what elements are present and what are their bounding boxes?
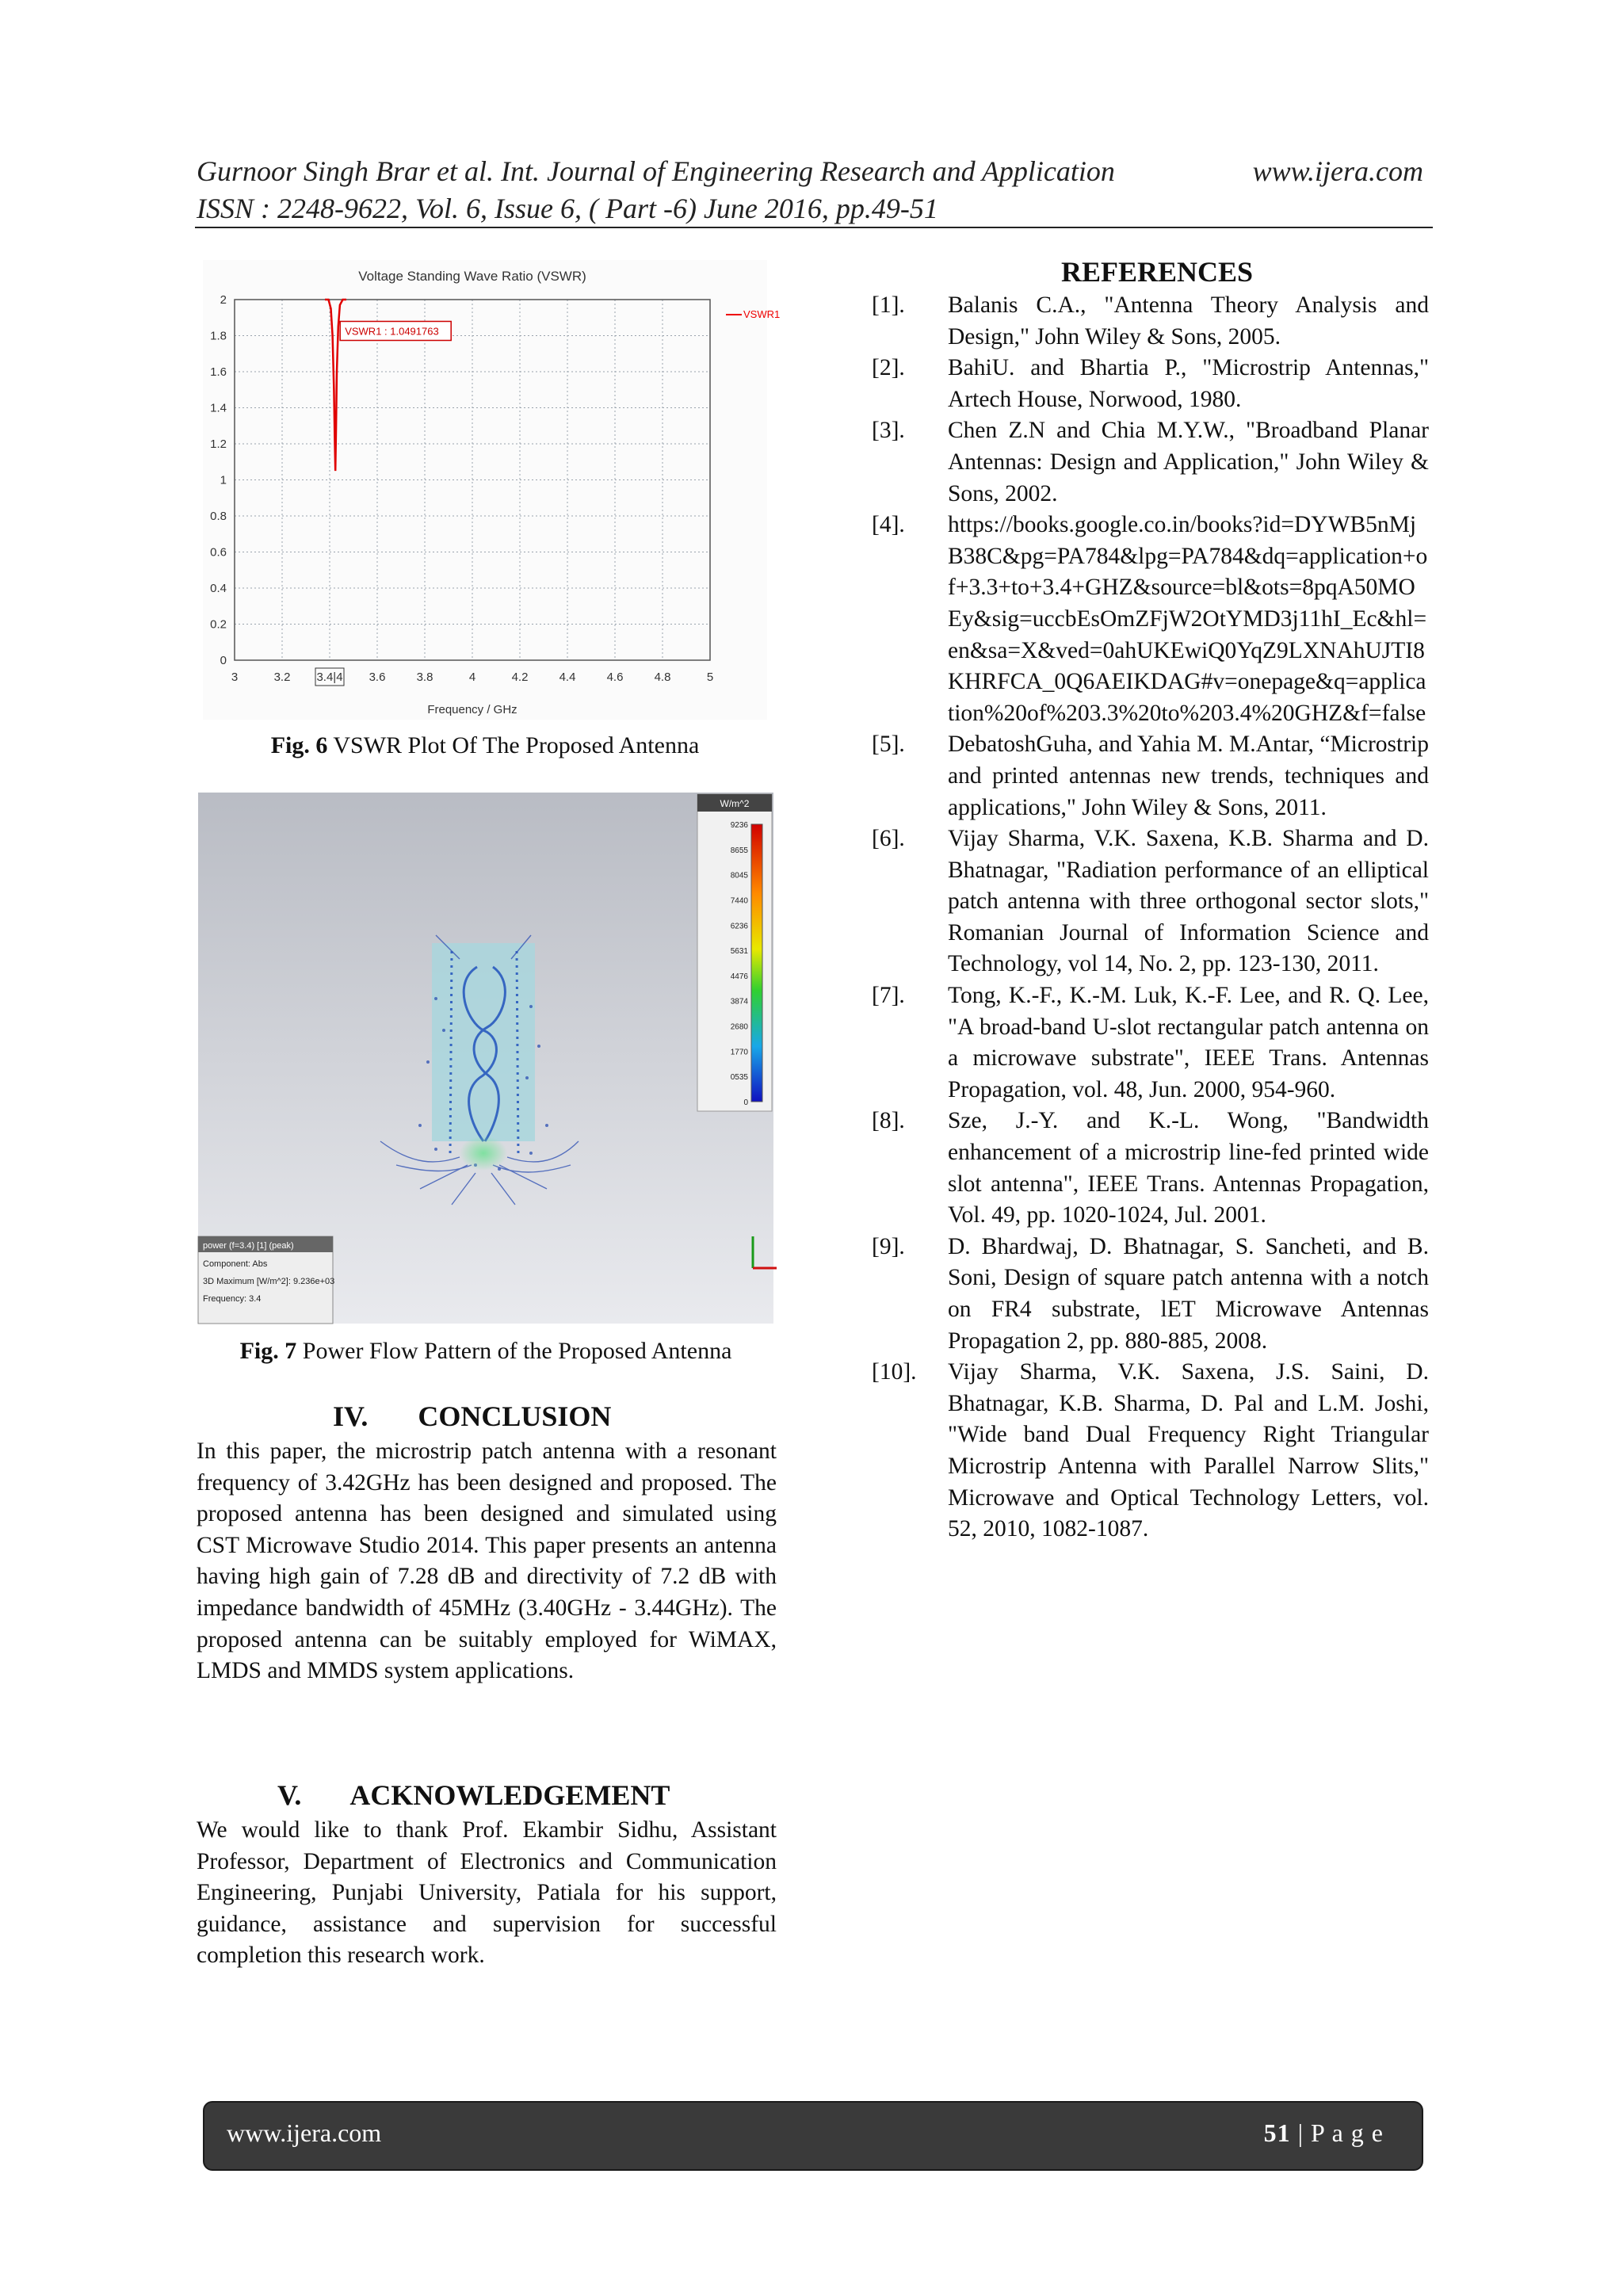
legend-entry-vswr1: VSWR1: [743, 308, 781, 320]
page-footer: [204, 2103, 1422, 2169]
colorbar-tick-label: 5631: [730, 947, 748, 957]
colorbar-tick-label: 0: [743, 1098, 748, 1107]
colorbar-tick-label: 2680: [730, 1022, 748, 1032]
colorbar-unit: W/m^2: [720, 798, 750, 809]
references-list: [872, 290, 1429, 1545]
references-heading: REFERENCES: [1060, 256, 1254, 288]
fig7-caption-text: Power Flow Pattern of the Proposed Antenna: [296, 1338, 732, 1364]
running-header-url[interactable]: www.ijera.com: [1252, 155, 1423, 187]
x-tick-label: 4.2: [511, 670, 529, 684]
vswr-chart-svg: [203, 260, 781, 720]
colorbar-tick-label: 4476: [730, 972, 748, 981]
chart-title: Voltage Standing Wave Ratio (VSWR): [358, 269, 586, 284]
x-tick-label: 4: [468, 670, 476, 684]
power-flow-image: [198, 793, 773, 1324]
y-tick-label: 0.4: [210, 582, 227, 595]
y-tick-label: 0.6: [210, 545, 227, 560]
reference-text: Chen Z.N and Chia M.Y.W., "Broadband Planar Antennas: Design and Application," John Wiley & Sons, 2002.: [948, 418, 1429, 506]
y-tick-label: 1.4: [210, 401, 227, 415]
colorbar-tick-label: 7440: [730, 896, 748, 906]
colorbar-tick-label: 8045: [730, 871, 748, 881]
colorbar-tick-label: 0535: [730, 1073, 748, 1083]
reference-text: Sze, J.-Y. and K.-L. Wong, "Bandwidth enhancement of a microstrip line-fed printed wide slot antenna", IEEE Trans. Antennas Propagation, Vol. 49, pp. 1020-1024, Jul. 2001.: [948, 1108, 1429, 1228]
reference-number: [4].: [872, 512, 905, 538]
reference-text: DebatoshGuha, and Yahia M. M.Antar, “Microstrip and printed antennas new trends, techniques and applications," John Wiley & Sons, 2011.: [948, 732, 1429, 820]
colorbar-tick-label: 1770: [730, 1048, 748, 1057]
x-tick-label: 3: [231, 670, 239, 684]
reference-number: [5].: [872, 732, 905, 758]
y-tick-label: 1.2: [210, 437, 227, 451]
reference-item: [872, 353, 1429, 415]
y-tick-label: 1.6: [210, 365, 227, 379]
reference-item: [872, 980, 1429, 1106]
reference-text: Tong, K.-F., K.-M. Luk, K.-F. Lee, and R. Q. Lee, "A broad-band U-slot rectangular patch antenna on a microwave substrate", IEEE Trans. Antennas Propagation, vol. 48, Jun. 2000, 954-960.: [948, 983, 1429, 1102]
colorbar-tick-label: 8655: [730, 846, 748, 855]
reference-number: [3].: [872, 418, 905, 444]
acknowledgement-body: We would like to thank Prof. Ekambir Sidhu, Assistant Professor, Department of Electronics and Communication Engineering, Punjabi University, Patiala for his support, guidance, assistance and supervision for successful completion this research work.: [197, 1817, 777, 1969]
conclusion-heading: [333, 1400, 611, 1433]
fig6-caption: [203, 732, 767, 759]
reference-number: [2].: [872, 355, 905, 381]
x-tick-label: 3.2: [273, 670, 291, 684]
reference-number: [7].: [872, 983, 905, 1009]
footer-url[interactable]: www.ijera.com: [227, 2118, 382, 2147]
running-header-citation: Gurnoor Singh Brar et al. Int. Journal of Engineering Research and Application: [197, 155, 1115, 187]
colorbar-tick-label: 9236: [730, 821, 748, 830]
reference-item: [872, 415, 1429, 510]
x-tick-label: 4.8: [654, 670, 671, 684]
page-label: | P a g e: [1290, 2118, 1384, 2147]
y-tick-label: 1.8: [210, 329, 227, 343]
reference-item: [872, 290, 1429, 353]
y-tick-label: 0: [220, 654, 227, 667]
reference-text: D. Bhardwaj, D. Bhatnagar, S. Sancheti, and B. Soni, Design of square patch antenna with a notch on FR4 substrate, lET Microwave Antennas Propagation 2, pp. 880-885, 2008.: [948, 1233, 1429, 1354]
colorbar-tick-label: 6236: [730, 922, 748, 931]
reference-number: [8].: [872, 1108, 905, 1134]
fig6-caption-text: VSWR Plot Of The Proposed Antenna: [327, 732, 700, 758]
x-tick-label: 4.4: [559, 670, 576, 684]
chart-marker-box: [340, 322, 451, 341]
chart-ticks: [210, 293, 713, 686]
y-tick-label: 0.2: [210, 617, 227, 632]
chart-legend: [726, 308, 780, 320]
reference-number: [1].: [872, 292, 905, 318]
reference-item: [872, 1106, 1429, 1231]
y-tick-label: 0.8: [210, 510, 227, 523]
reference-number: [9].: [872, 1233, 905, 1259]
footer-page-number: [1264, 2118, 1384, 2148]
info-line-4: Frequency: 3.4: [203, 1294, 262, 1304]
y-tick-label: 2: [220, 293, 227, 307]
vswr-chart: [203, 260, 781, 720]
conclusion-heading-text: IV. CONCLUSION: [333, 1400, 612, 1432]
fig6-label: Fig. 6: [270, 732, 328, 758]
x-tick-label: 3.8: [416, 670, 433, 684]
acknowledgement-heading-text: V. ACKNOWLEDGEMENT: [277, 1779, 670, 1811]
reference-text[interactable]: https://books.google.co.in/books?id=DYWB5nMjB38C&pg=PA784&lpg=PA784&dq=application+of+3.3+to+3.4+GHZ&source=bl&ots=8pqA50MOEy&sig=uccbEsOmZFjW2OtYMD3j11hI_Ec&hl=en&sa=X&ved=0ahUKEwiQ0YqZ9LXNAhUJTI8KHRFCA_0Q6AEIKDAG#v=onepage&q=application%20of%203.3%20to%203.4%20GHZ&f=false: [948, 512, 1428, 726]
power-flow-figure: [198, 793, 773, 1324]
y-tick-label: 1: [220, 473, 227, 487]
x-tick-label: 4.6: [606, 670, 624, 684]
page-number: 51: [1263, 2118, 1291, 2147]
info-line-1: power (f=3.4) [1] (peak): [203, 1241, 294, 1251]
reference-text: Balanis C.A., "Antenna Theory Analysis and Design," John Wiley & Sons, 2005.: [948, 292, 1429, 350]
fig7-caption: [198, 1338, 773, 1365]
reference-item: [872, 823, 1429, 980]
reference-text: BahiU. and Bhartia P., "Microstrip Antennas," Artech House, Norwood, 1980.: [948, 355, 1429, 412]
reference-text: Vijay Sharma, V.K. Saxena, J.S. Saini, D. Bhatnagar, K.B. Sharma, D. Pal and L.M. Joshi, "Wide band Dual Frequency Right Triangular Microstrip Antenna with Parallel Narrow Slits," Microwave and Optical Technology Letters, vol. 52, 2010, 1082-1087.: [948, 1359, 1429, 1542]
reference-text: Vijay Sharma, V.K. Saxena, K.B. Sharma and D. Bhatnagar, "Radiation performance of an elliptical patch antenna with three orthogonal sector slots," Romanian Journal of Information Science and Technology, vol 14, No. 2, pp. 123-130, 2011.: [948, 826, 1429, 977]
conclusion-body: In this paper, the microstrip patch antenna with a resonant frequency of 3.42GHz has been designed and proposed. The proposed antenna has been designed and simulated using CST Microwave Studio 2014. This paper presents an antenna having high gain of 7.28 dB and directivity of 7.2 dB with impedance bandwidth of 45MHz (3.40GHz - 3.44GHz). The proposed antenna can be suitably employed for WiMAX, LMDS and MMDS system applications.: [197, 1438, 777, 1684]
reference-number: [10].: [872, 1359, 917, 1385]
acknowledgement-heading: [277, 1778, 670, 1812]
running-header-issn: ISSN : 2248-9622, Vol. 6, Issue 6, ( Part -6) June 2016, pp.49-51: [197, 193, 938, 224]
chart-marker-label: VSWR1 : 1.0491763: [345, 325, 439, 338]
x-tick-label: 3.4|4: [316, 670, 343, 684]
header-rule: [195, 227, 1433, 228]
fig7-label: Fig. 7: [239, 1338, 297, 1364]
reference-number: [6].: [872, 826, 905, 852]
reference-item: [872, 510, 1429, 729]
reference-item: [872, 1232, 1429, 1357]
colorbar-tick-label: 3874: [730, 997, 748, 1007]
info-line-2: Component: Abs: [203, 1259, 268, 1269]
chart-grid: [235, 300, 710, 660]
x-tick-label: 5: [706, 670, 714, 684]
reference-item: [872, 1357, 1429, 1545]
reference-item: [872, 729, 1429, 823]
info-line-3: 3D Maximum [W/m^2]: 9.236e+03: [203, 1277, 335, 1286]
chart-x-label: Frequency / GHz: [427, 703, 517, 716]
x-tick-label: 3.6: [369, 670, 386, 684]
